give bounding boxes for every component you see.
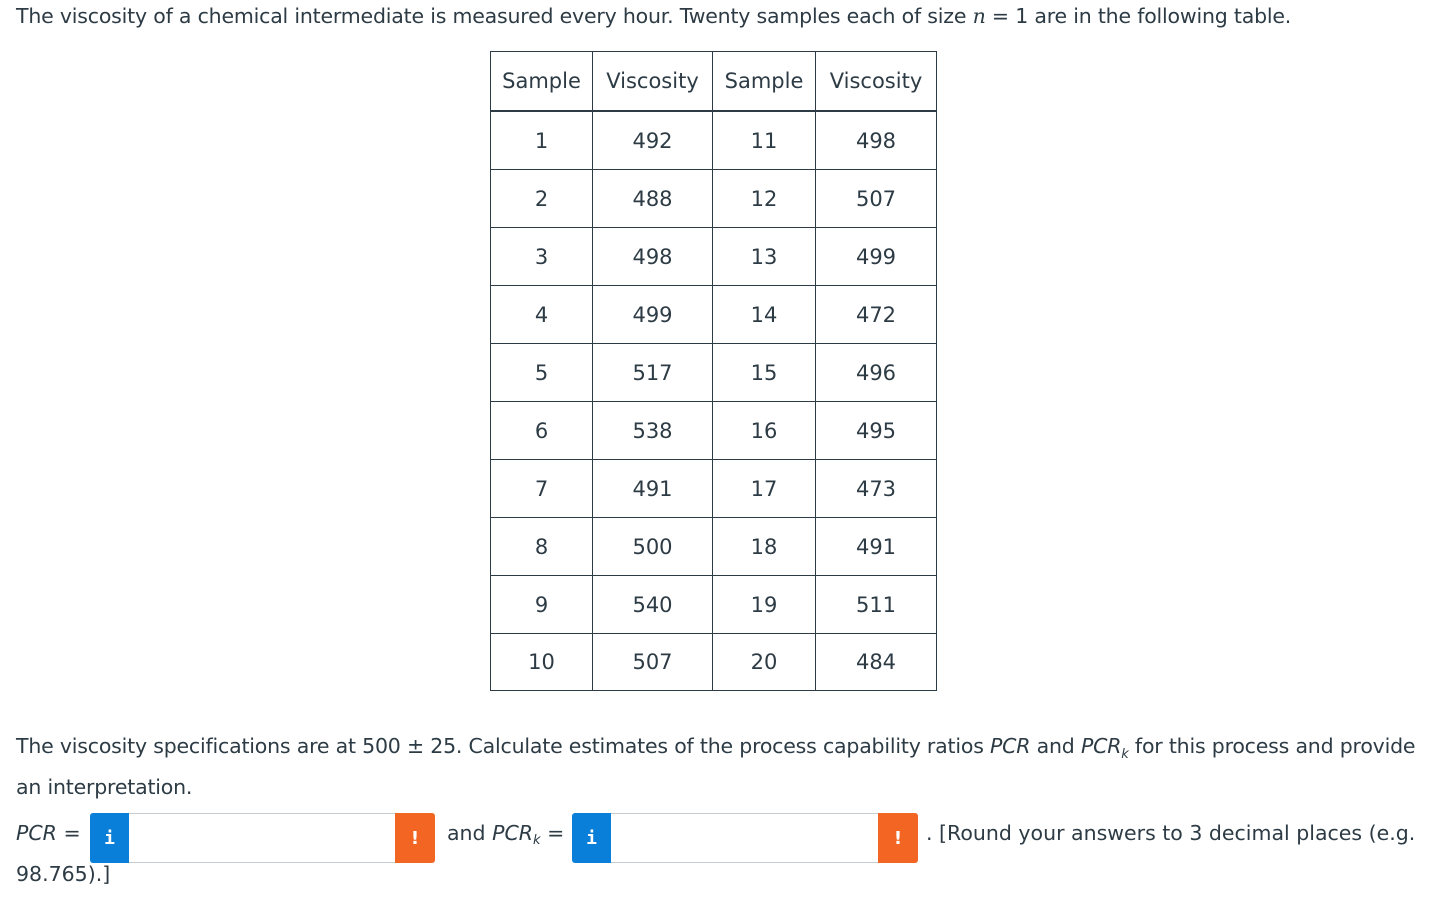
- table-cell: 1: [491, 111, 593, 170]
- spec-text-a: The viscosity specifications are at 500 ± 25. Calculate estimates of the process capability ratios: [16, 734, 990, 758]
- pcrk-equals: =: [540, 821, 565, 845]
- pcr-info-icon[interactable]: i: [90, 813, 129, 863]
- table-cell: 507: [816, 170, 937, 228]
- table-row: [491, 170, 937, 228]
- table-cell: 495: [816, 402, 937, 460]
- table-cell: 11: [713, 111, 816, 170]
- table-row: [491, 518, 937, 576]
- table-cell: 500: [593, 518, 713, 576]
- and-text: and: [447, 821, 493, 845]
- table-cell: 18: [713, 518, 816, 576]
- pcr-label-text: PCR: [16, 821, 57, 845]
- table-cell: 507: [593, 634, 713, 691]
- pcrk-input[interactable]: [611, 813, 878, 863]
- table-cell: 4: [491, 286, 593, 344]
- intro-text-b: = 1 are in the following table.: [985, 4, 1292, 28]
- table-cell: 488: [593, 170, 713, 228]
- table-cell: 511: [816, 576, 937, 634]
- table-row: [491, 344, 937, 402]
- table-cell: 538: [593, 402, 713, 460]
- round-instruction-cont: 98.765).]: [16, 862, 111, 886]
- table-cell: 540: [593, 576, 713, 634]
- specification-text: [16, 730, 1416, 804]
- pcr-equals: =: [56, 821, 81, 845]
- header-sample-2: Sample: [713, 52, 816, 112]
- table-cell: 472: [816, 286, 937, 344]
- pcrk-info-icon[interactable]: i: [572, 813, 611, 863]
- table-cell: 499: [816, 228, 937, 286]
- spec-k-subscript: k: [1121, 747, 1129, 763]
- pcr-warning-icon[interactable]: !: [395, 813, 435, 863]
- pcr-input[interactable]: [129, 813, 395, 863]
- table-cell: 15: [713, 344, 816, 402]
- table-cell: 498: [816, 111, 937, 170]
- table-cell: 7: [491, 460, 593, 518]
- table-cell: 5: [491, 344, 593, 402]
- table-cell: 496: [816, 344, 937, 402]
- table-row: [491, 634, 937, 691]
- table-cell: 517: [593, 344, 713, 402]
- table-cell: 14: [713, 286, 816, 344]
- n-variable: n: [972, 4, 986, 28]
- table-cell: 484: [816, 634, 937, 691]
- spec-text-b: for this process and provide an interpretation.: [16, 734, 1416, 800]
- table-cell: 499: [593, 286, 713, 344]
- table-cell: 16: [713, 402, 816, 460]
- table-cell: 17: [713, 460, 816, 518]
- table-cell: 20: [713, 634, 816, 691]
- table-row: [491, 402, 937, 460]
- table-cell: 473: [816, 460, 937, 518]
- header-viscosity-2: Viscosity: [816, 52, 937, 112]
- table-cell: 492: [593, 111, 713, 170]
- table-row: [491, 460, 937, 518]
- table-cell: 498: [593, 228, 713, 286]
- table-header-row: [491, 52, 937, 112]
- pcrk-subscript: k: [533, 833, 541, 848]
- table-cell: 13: [713, 228, 816, 286]
- spec-pcrk: PCR: [1080, 734, 1122, 758]
- table-cell: 491: [593, 460, 713, 518]
- viscosity-table: [490, 51, 937, 691]
- round-instruction: . [Round your answers to 3 decimal places (e.g.: [926, 821, 1416, 845]
- table-cell: 9: [491, 576, 593, 634]
- table-cell: 8: [491, 518, 593, 576]
- table-cell: 2: [491, 170, 593, 228]
- table-cell: 3: [491, 228, 593, 286]
- pcrk-label: [447, 821, 564, 848]
- pcrk-label-text: PCR: [492, 821, 534, 845]
- table-row: [491, 576, 937, 634]
- table-cell: 491: [816, 518, 937, 576]
- problem-intro: [16, 4, 1291, 28]
- header-sample-1: Sample: [491, 52, 593, 112]
- table-row: [491, 228, 937, 286]
- table-row: [491, 111, 937, 170]
- pcrk-warning-icon[interactable]: !: [878, 813, 918, 863]
- header-viscosity-1: Viscosity: [593, 52, 713, 112]
- table-cell: 19: [713, 576, 816, 634]
- spec-pcr: PCR: [990, 734, 1031, 758]
- pcr-label: [16, 821, 81, 845]
- table-row: [491, 286, 937, 344]
- table-cell: 12: [713, 170, 816, 228]
- spec-and: and: [1030, 734, 1081, 758]
- table-cell: 6: [491, 402, 593, 460]
- table-cell: 10: [491, 634, 593, 691]
- intro-text-a: The viscosity of a chemical intermediate is measured every hour. Twenty samples each of size: [16, 4, 973, 28]
